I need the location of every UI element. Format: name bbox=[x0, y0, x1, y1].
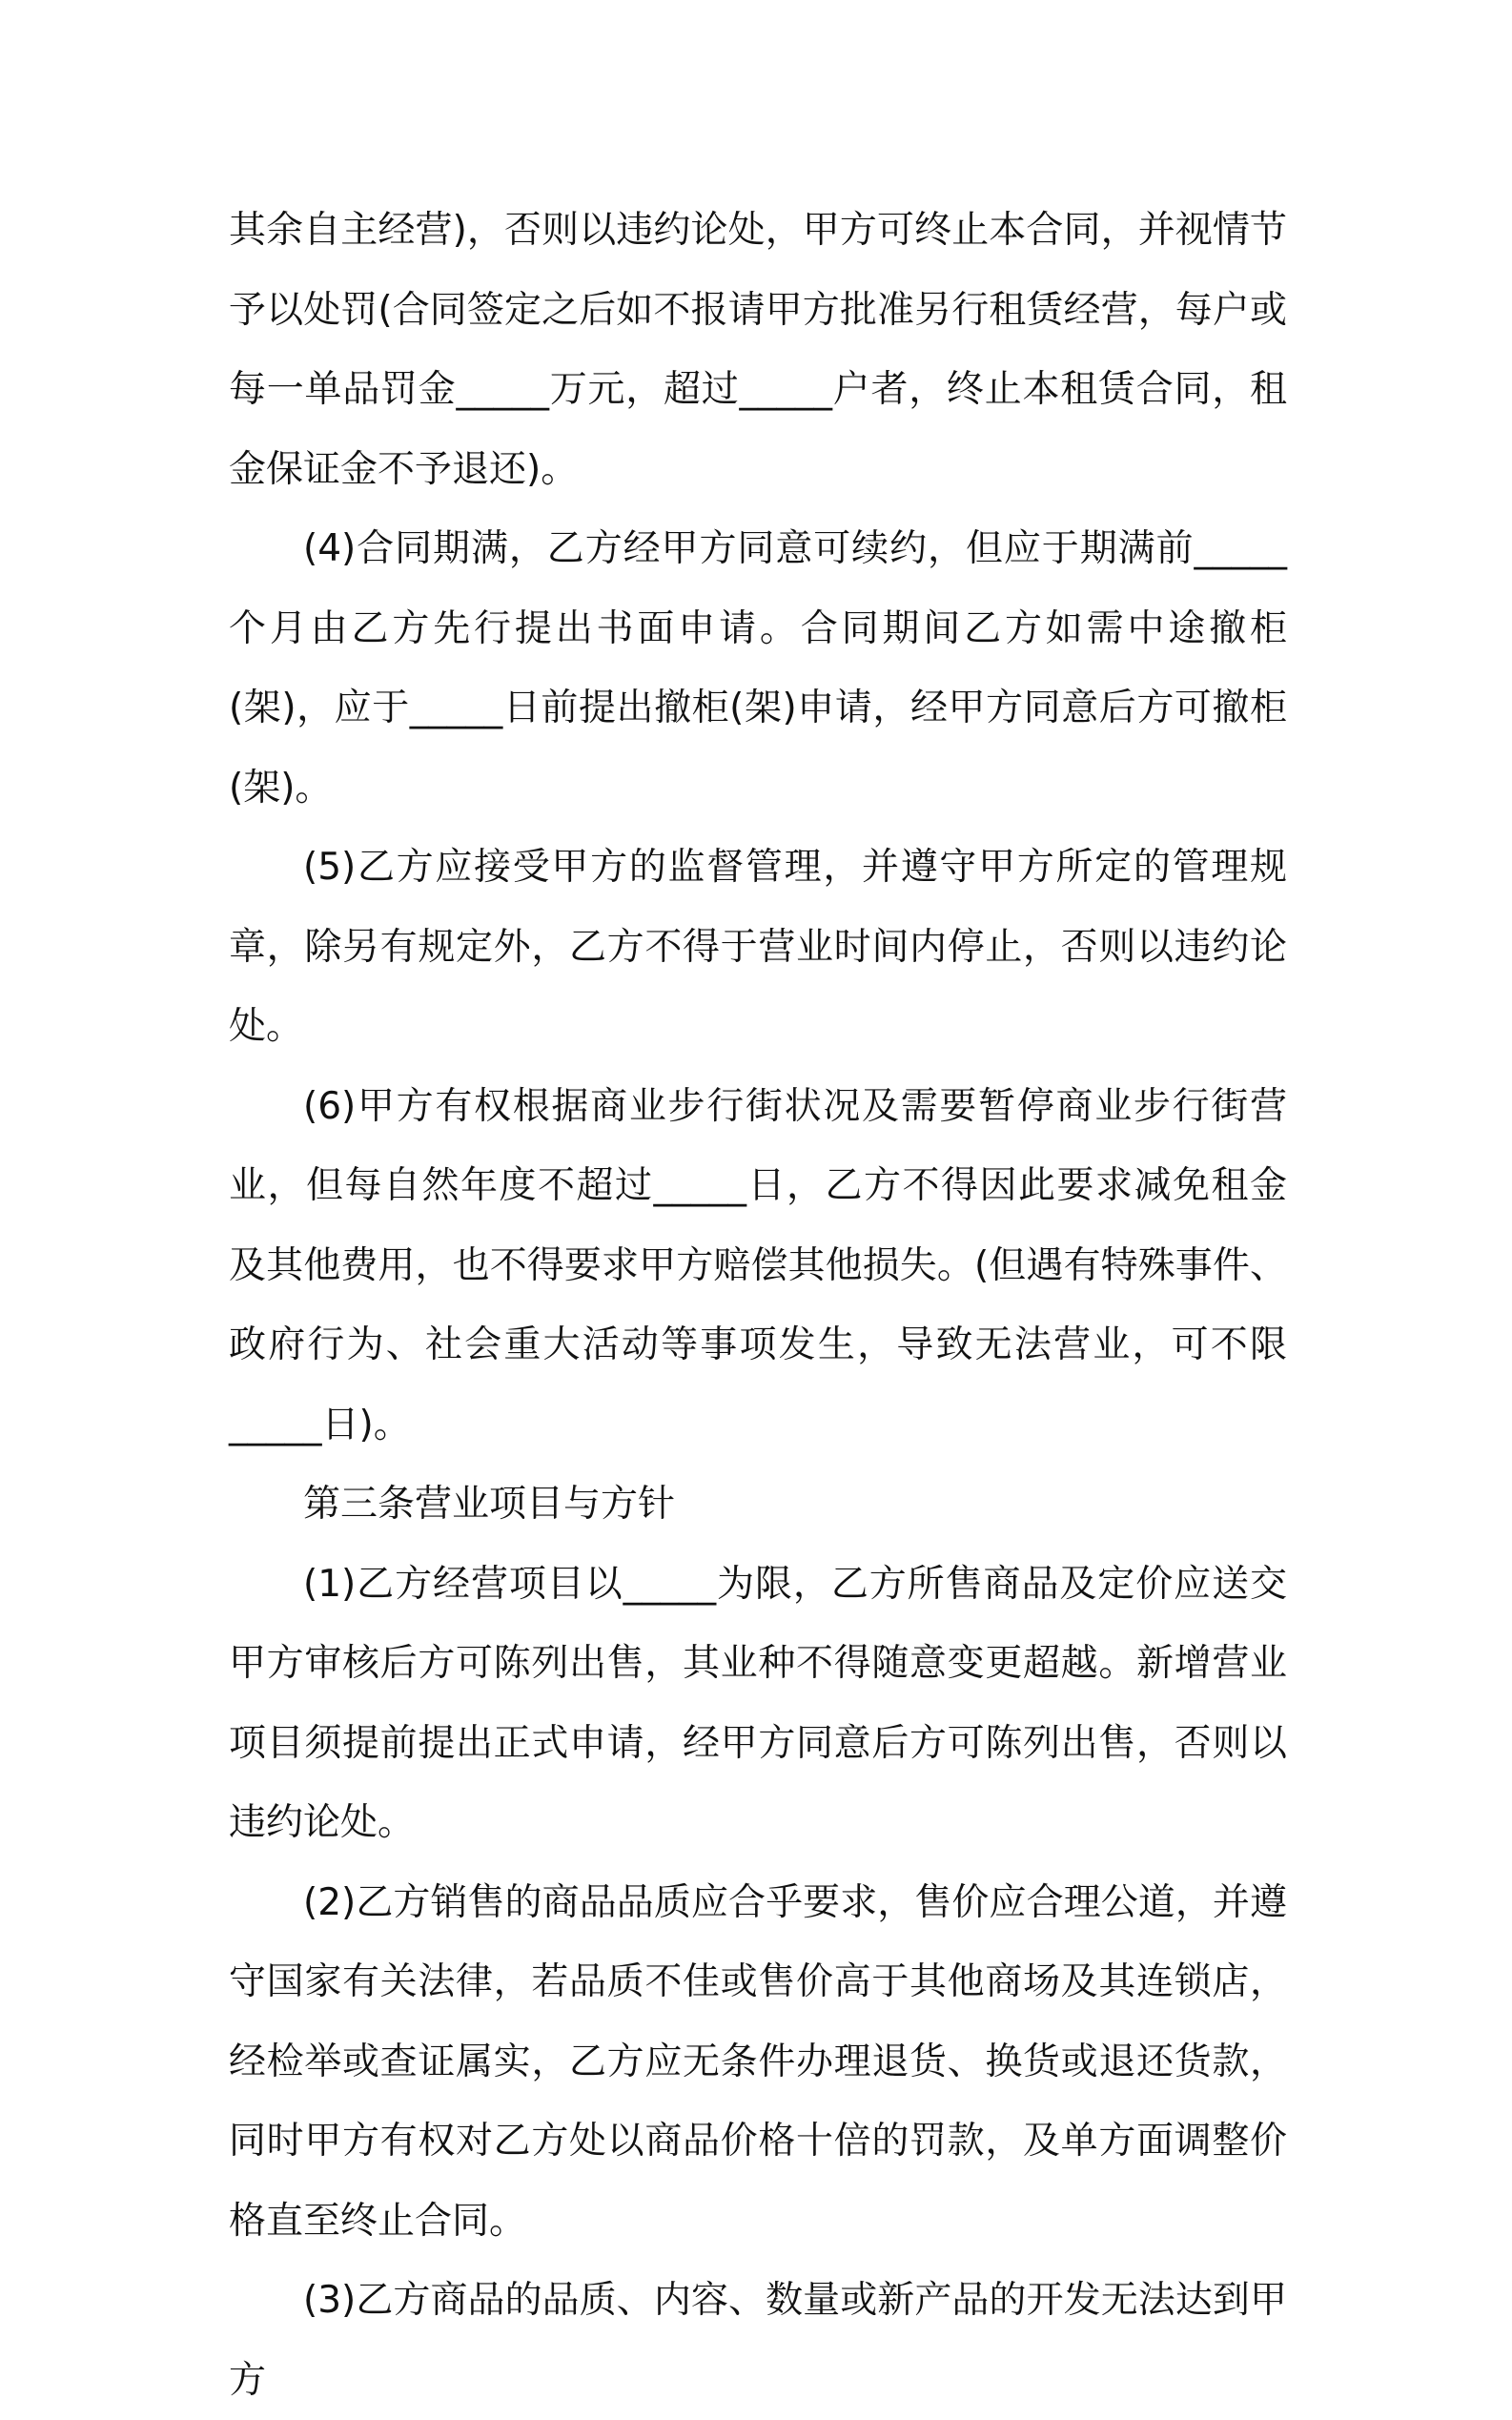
paragraph-article-3-clause-1: (1)乙方经营项目以_____为限，乙方所售商品及定价应送交甲方审核后方可陈列出售，其业种不得随意变更超越。新增营业项目须提前提出正式申请，经甲方同意后方可陈列出售，否则以违约论处。 bbox=[229, 1562, 1287, 1844]
paragraph-clause-5: (5)乙方应接受甲方的监督管理，并遵守甲方所定的管理规章，除另有规定外，乙方不得于营业时间内停止，否则以违约论处。 bbox=[229, 846, 1287, 1048]
paragraph-article-3-clause-2: (2)乙方销售的商品品质应合乎要求，售价应合理公道，并遵守国家有关法律，若品质不佳或售价高于其他商场及其连锁店，经检举或查证属实，乙方应无条件办理退货、换货或退还货款，同时甲方有权对乙方处以商品价格十倍的罚款，及单方面调整价格直至终止合同。 bbox=[229, 1880, 1287, 2243]
paragraph-article-3-clause-3: (3)乙方商品的品质、内容、数量或新产品的开发无法达到甲方 bbox=[229, 2279, 1287, 2402]
paragraph-clause-4: (4)合同期满，乙方经甲方同意可续约，但应于期满前_____个月由乙方先行提出书面申请。合同期间乙方如需中途撤柜(架)，应于_____日前提出撤柜(架)申请，经甲方同意后方可撤柜(架)。 bbox=[229, 527, 1287, 810]
paragraph-clause-6: (6)甲方有权根据商业步行街状况及需要暂停商业步行街营业，但每自然年度不超过_____日，乙方不得因此要求减免租金及其他费用，也不得要求甲方赔偿其他损失。(但遇有特殊事件、政府行为、社会重大活动等事项发生，导致无法营业，可不限_____日)。 bbox=[229, 1084, 1287, 1446]
document-page bbox=[229, 191, 1287, 2420]
section-heading-article-3: 第三条营业项目与方针 bbox=[303, 1483, 676, 1526]
paragraph-continuation: 其余自主经营)，否则以违约论处，甲方可终止本合同，并视情节予以处罚(合同签定之后如不报请甲方批准另行租赁经营，每户或每一单品罚金_____万元，超过_____户者，终止本租赁合同，租金保证金不予退还)。 bbox=[229, 209, 1287, 491]
